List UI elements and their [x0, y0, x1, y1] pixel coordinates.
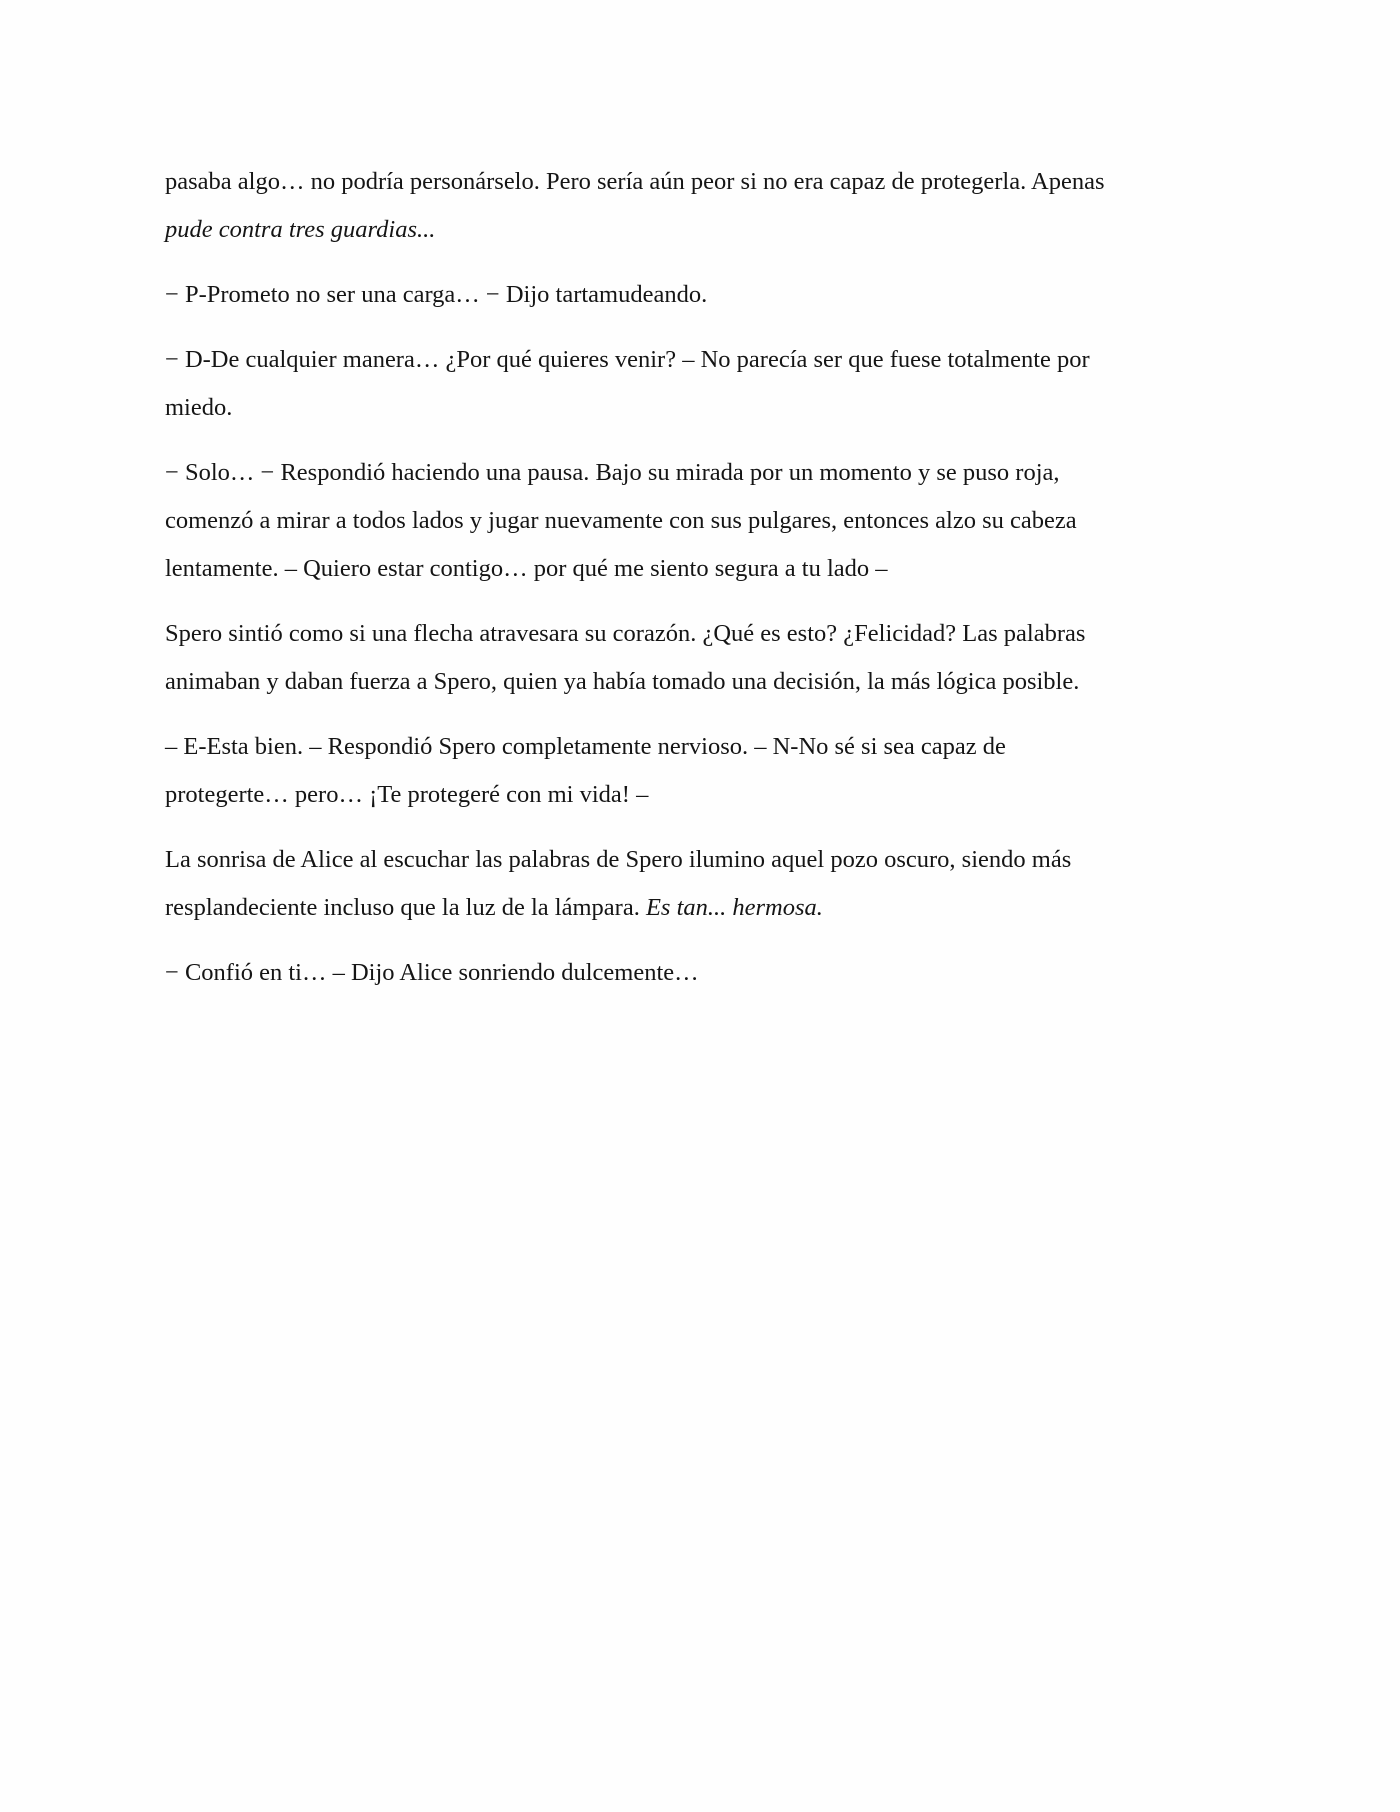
paragraph [165, 949, 1225, 997]
text-segment: resplandeciente incluso que la luz de la lámpara. [165, 894, 646, 921]
text-line [165, 610, 1225, 658]
text-line [165, 949, 1225, 997]
italic-text-segment: pude contra tres guardias... [165, 216, 436, 243]
text-line [165, 723, 1225, 771]
paragraph [165, 610, 1225, 706]
text-segment: protegerte… pero… ¡Te protegeré con mi vida! – [165, 781, 649, 808]
text-segment: miedo. [165, 394, 233, 421]
text-segment: comenzó a mirar a todos lados y jugar nuevamente con sus pulgares, entonces alzo su cabeza [165, 507, 1077, 534]
text-line [165, 158, 1225, 206]
text-line [165, 545, 1225, 593]
text-segment: − D-De cualquier manera… ¿Por qué quieres venir? – No parecía ser que fuese totalmente por [165, 346, 1090, 373]
text-segment: lentamente. – Quiero estar contigo… por qué me siento segura a tu lado – [165, 555, 888, 582]
text-segment: – E-Esta bien. – Respondió Spero completamente nervioso. – N-No sé si sea capaz de [165, 733, 1006, 760]
text-line [165, 497, 1225, 545]
text-segment: − P-Prometo no ser una carga… − Dijo tartamudeando. [165, 281, 708, 308]
text-line [165, 884, 1225, 932]
paragraph [165, 723, 1225, 819]
paragraph [165, 271, 1225, 319]
paragraph [165, 449, 1225, 593]
text-line [165, 206, 1225, 254]
paragraph [165, 336, 1225, 432]
text-line [165, 384, 1225, 432]
text-line [165, 271, 1225, 319]
text-segment: pasaba algo… no podría personárselo. Pero sería aún peor si no era capaz de protegerla. Apenas [165, 168, 1105, 195]
text-segment: − Solo… − Respondió haciendo una pausa. Bajo su mirada por un momento y se puso roja, [165, 459, 1060, 486]
paragraph [165, 836, 1225, 932]
text-segment: Spero sintió como si una flecha atravesara su corazón. ¿Qué es esto? ¿Felicidad? Las palabras [165, 620, 1086, 647]
text-segment: La sonrisa de Alice al escuchar las palabras de Spero ilumino aquel pozo oscuro, siendo más [165, 846, 1072, 873]
text-line [165, 836, 1225, 884]
text-line [165, 771, 1225, 819]
text-segment: animaban y daban fuerza a Spero, quien ya había tomado una decisión, la más lógica posible. [165, 668, 1080, 695]
text-line [165, 336, 1225, 384]
document-body [165, 158, 1225, 1014]
text-line [165, 449, 1225, 497]
text-segment: − Confió en ti… – Dijo Alice sonriendo dulcemente… [165, 959, 699, 986]
text-line [165, 658, 1225, 706]
paragraph [165, 158, 1225, 254]
italic-text-segment: Es tan... hermosa. [645, 894, 823, 921]
